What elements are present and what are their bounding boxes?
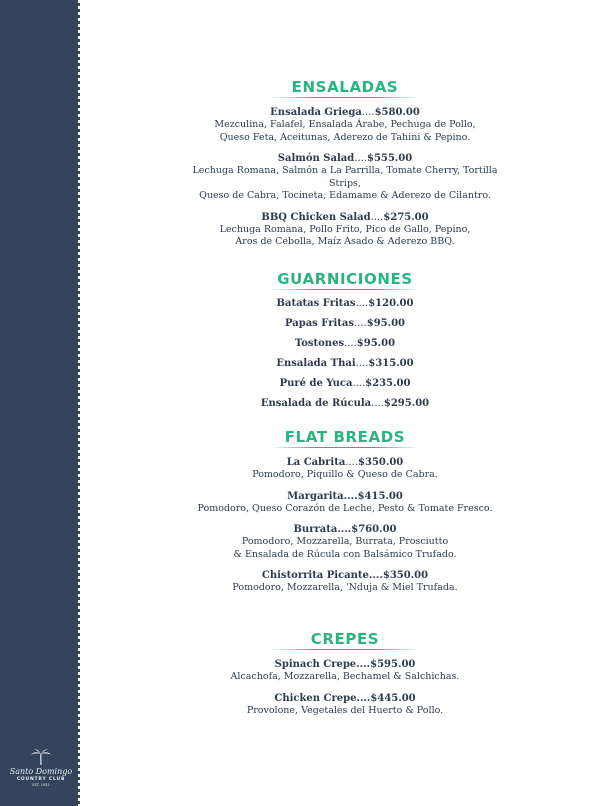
item-description: Pomodoro, Queso Corazón de Leche, Pesto & Tomate Fresco. [197, 502, 493, 514]
item-name: Ensalada Griega [270, 107, 362, 118]
item-price: $235.00 [365, 378, 411, 389]
item-price: $350.00 [358, 457, 404, 468]
item-description: Aros de Cebolla, Maíz Asado & Aderezo BBQ. [235, 236, 455, 247]
item-price: $415.00 [357, 490, 403, 502]
item-description: Lechuga Romana, Pollo Frito, Pico de Gallo, Pepino, [219, 223, 471, 235]
club-logo [4, 748, 78, 787]
item-price: $445.00 [370, 692, 416, 704]
menu-item [180, 658, 510, 684]
item-separator: .... [356, 692, 371, 704]
menu-item [180, 211, 510, 249]
menu-item [180, 569, 510, 595]
item-description: Queso de Cabra, Tocineta, Edamame & Aderezo de Cilantro. [199, 190, 491, 201]
item-separator: .... [368, 570, 383, 581]
section-rule [270, 289, 420, 290]
item-name: Batatas Fritas [276, 298, 356, 309]
item-separator: .... [344, 338, 357, 349]
item-separator: .... [361, 107, 375, 118]
item-price: $350.00 [382, 570, 429, 581]
section-rule [270, 447, 420, 448]
item-name: Tostones [294, 338, 345, 349]
menu-item [180, 397, 510, 410]
item-price: $295.00 [383, 398, 430, 409]
menu-item [180, 317, 510, 330]
item-name: Spinach Crepe [274, 659, 357, 670]
stitch-divider [78, 0, 84, 806]
item-separator: .... [354, 318, 367, 329]
palm-tree-icon [30, 748, 52, 766]
item-separator: .... [343, 490, 358, 502]
item-price: $120.00 [368, 298, 414, 309]
item-price: $580.00 [374, 107, 420, 118]
item-separator: .... [352, 378, 366, 389]
item-price: $760.00 [351, 524, 397, 535]
menu-item [180, 692, 510, 718]
item-price: $95.00 [366, 318, 406, 329]
section-rule [270, 97, 420, 98]
menu-item [180, 297, 510, 310]
section-ensaladas [180, 78, 510, 249]
menu-item [180, 490, 510, 516]
item-name: Puré de Yuca [279, 378, 353, 389]
section-crepes [180, 630, 510, 717]
item-price: $315.00 [368, 358, 414, 369]
logo-est: EST. 1932 [32, 783, 50, 787]
item-separator: .... [356, 659, 371, 670]
item-separator: .... [370, 211, 384, 223]
logo-script-text: Santo Domingo [9, 767, 73, 776]
item-description: Alcachofa, Mozzarella, Bechamel & Salchichas. [230, 671, 460, 682]
item-price: $555.00 [366, 153, 413, 164]
menu-item [180, 357, 510, 370]
item-price: $95.00 [356, 338, 396, 349]
section-rule [270, 649, 420, 650]
section-title: CREPES [310, 630, 380, 648]
item-description: Lechuga Romana, Salmón a La Parrilla, Tomate Cherry, Tortilla Strips, [192, 165, 498, 189]
item-name: Margarita [287, 490, 344, 502]
item-description: Pomodoro, Mozzarella, 'Nduja & Miel Trufada. [232, 582, 458, 593]
item-separator: .... [354, 153, 367, 164]
item-name: Ensalada de Rúcula [260, 398, 372, 409]
section-title: FLAT BREADS [284, 428, 406, 446]
item-description: Pomodoro, Piquillo & Queso de Cabra. [252, 469, 438, 480]
item-name: BBQ Chicken Salad [261, 211, 371, 223]
item-description: Mezculina, Falafel, Ensalada Árabe, Pechuga de Pollo, [214, 119, 476, 130]
section-guarniciones [180, 270, 510, 410]
menu-item [180, 152, 510, 203]
item-name: Papas Fritas [284, 318, 355, 329]
section-title: ENSALADAS [291, 78, 399, 96]
item-price: $595.00 [370, 659, 416, 670]
section-title: GUARNICIONES [277, 270, 413, 288]
item-description: & Ensalada de Rúcula con Balsámico Trufado. [233, 548, 457, 560]
item-name: Burrata [293, 524, 338, 535]
item-separator: .... [355, 358, 369, 369]
logo-subtitle: COUNTRY CLUB [16, 777, 66, 782]
item-separator: .... [355, 298, 369, 309]
item-name: Chistorrita Picante [261, 570, 369, 581]
item-description: Queso Feta, Aceitunas, Aderezo de Tahini & Pepino. [219, 131, 471, 143]
menu-item [180, 523, 510, 561]
item-price: $275.00 [383, 211, 429, 223]
item-description: Pomodoro, Mozzarella, Burrata, Prosciutto [241, 536, 449, 547]
item-name: Ensalada Thai [276, 358, 356, 369]
menu-item [180, 456, 510, 482]
sidebar-band [0, 0, 80, 806]
item-separator: .... [337, 524, 352, 535]
item-name: Salmón Salad [277, 153, 355, 164]
item-name: La Cabrita [286, 457, 346, 468]
section-flat-breads [180, 428, 510, 595]
menu-item [180, 106, 510, 144]
item-description: Provolone, Vegetales del Huerto & Pollo. [246, 704, 444, 716]
item-name: Chicken Crepe [274, 692, 357, 704]
menu-item [180, 337, 510, 350]
item-separator: .... [371, 398, 384, 409]
menu-item [180, 377, 510, 390]
item-separator: .... [345, 457, 359, 468]
